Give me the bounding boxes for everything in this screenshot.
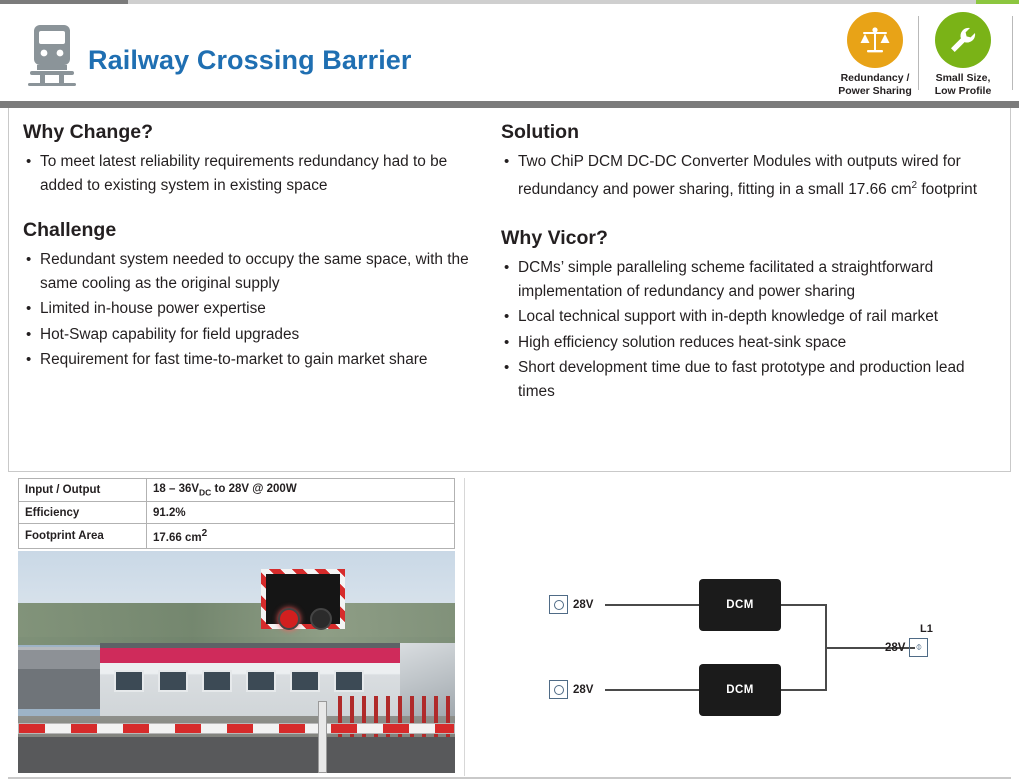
load-block xyxy=(885,638,928,657)
spec-value: $18 - 36V_{DC}$ to 28V @ 200W xyxy=(147,479,455,502)
list-item: • High efficiency solution reduces heat-sink space xyxy=(501,331,1001,355)
badge-small-size-line2: Low Profile xyxy=(934,84,992,97)
badge-redundancy-line1: Redundancy / xyxy=(840,72,910,84)
header-divider-bar xyxy=(0,101,1019,108)
badge-redundancy xyxy=(831,12,919,97)
source-bottom-label: 28V xyxy=(573,683,594,696)
why-vicor-heading: Why Vicor? xyxy=(501,227,608,250)
why-change-list xyxy=(23,150,493,197)
list-item: • Two ChiP DCM DC-DC Converter Modules with outputs wired for redundancy and power sharing, fitting in a small 17.66 $cm^2$ footprint xyxy=(501,150,1001,201)
spec-value: 17.66 $cm^2$ xyxy=(147,524,455,549)
source-top-label: 28V xyxy=(573,598,594,611)
source-bottom xyxy=(549,680,593,699)
left-column xyxy=(23,113,493,374)
spec-value: 91.2% xyxy=(147,502,455,524)
badge-small-size xyxy=(919,12,1007,97)
spec-key: Input / Output xyxy=(19,479,147,502)
crossing-signal-icon xyxy=(261,569,345,629)
badge-small-size-line1: Small Size, xyxy=(935,72,991,84)
spec-key: Efficiency xyxy=(19,502,147,524)
scales-icon xyxy=(847,12,903,68)
output-voltage-label: 28V xyxy=(885,641,906,654)
page-title: Railway Crossing Barrier xyxy=(88,45,412,75)
spec-key: Footprint Area xyxy=(19,524,147,549)
right-column xyxy=(501,113,1001,405)
wire-bottom-in xyxy=(605,689,699,691)
dcm-top-label: DCM xyxy=(726,599,754,611)
list-item: • Short development time due to fast prototype and production lead times xyxy=(501,356,1001,403)
challenge-heading: Challenge xyxy=(23,219,117,241)
badge-group xyxy=(831,12,1007,97)
solution-heading: Solution xyxy=(501,121,579,143)
source-symbol-icon xyxy=(549,595,568,614)
train-icon xyxy=(26,21,78,87)
list-item: • Local technical support with in-depth knowledge of rail market xyxy=(501,305,1001,329)
why-vicor-list xyxy=(501,256,1001,403)
list-item: • Redundant system needed to occupy the same space, with the same cooling as the original supply xyxy=(23,248,493,295)
list-item: • DCMs’ simple paralleling scheme facilitated a straightforward implementation of redundancy and power sharing xyxy=(501,256,1001,303)
wire-top-in xyxy=(605,604,699,606)
why-change-heading: Why Change? xyxy=(23,121,153,143)
dcm-module-top xyxy=(699,579,781,631)
wrench-icon xyxy=(935,12,991,68)
content-frame xyxy=(8,108,1011,472)
list-item: • Hot-Swap capability for field upgrades xyxy=(23,323,493,347)
page-header xyxy=(0,4,1019,103)
solution-list xyxy=(501,150,1001,201)
table-row xyxy=(19,502,455,524)
list-item: • Limited in-house power expertise xyxy=(23,297,493,321)
table-row xyxy=(19,524,455,549)
source-top xyxy=(549,595,593,614)
badge-redundancy-line2: Power Sharing xyxy=(838,84,912,97)
system-block-diagram xyxy=(464,478,1011,776)
dcm-bottom-label: DCM xyxy=(726,684,754,696)
load-symbol-icon: ⌽ xyxy=(909,638,928,657)
source-symbol-icon xyxy=(549,680,568,699)
wire-bottom-out xyxy=(781,689,827,691)
table-row xyxy=(19,479,455,502)
load-designator: L1 xyxy=(920,623,933,635)
list-item: • Requirement for fast time-to-market to gain market share xyxy=(23,348,493,372)
list-item: • To meet latest reliability requirements redundancy had to be added to existing system in existing space xyxy=(23,150,493,197)
dcm-module-bottom xyxy=(699,664,781,716)
footer-rule xyxy=(8,777,1011,779)
railway-crossing-photo xyxy=(18,551,455,773)
specs-table xyxy=(18,478,455,549)
challenge-list xyxy=(23,248,493,372)
wire-top-out xyxy=(781,604,827,606)
